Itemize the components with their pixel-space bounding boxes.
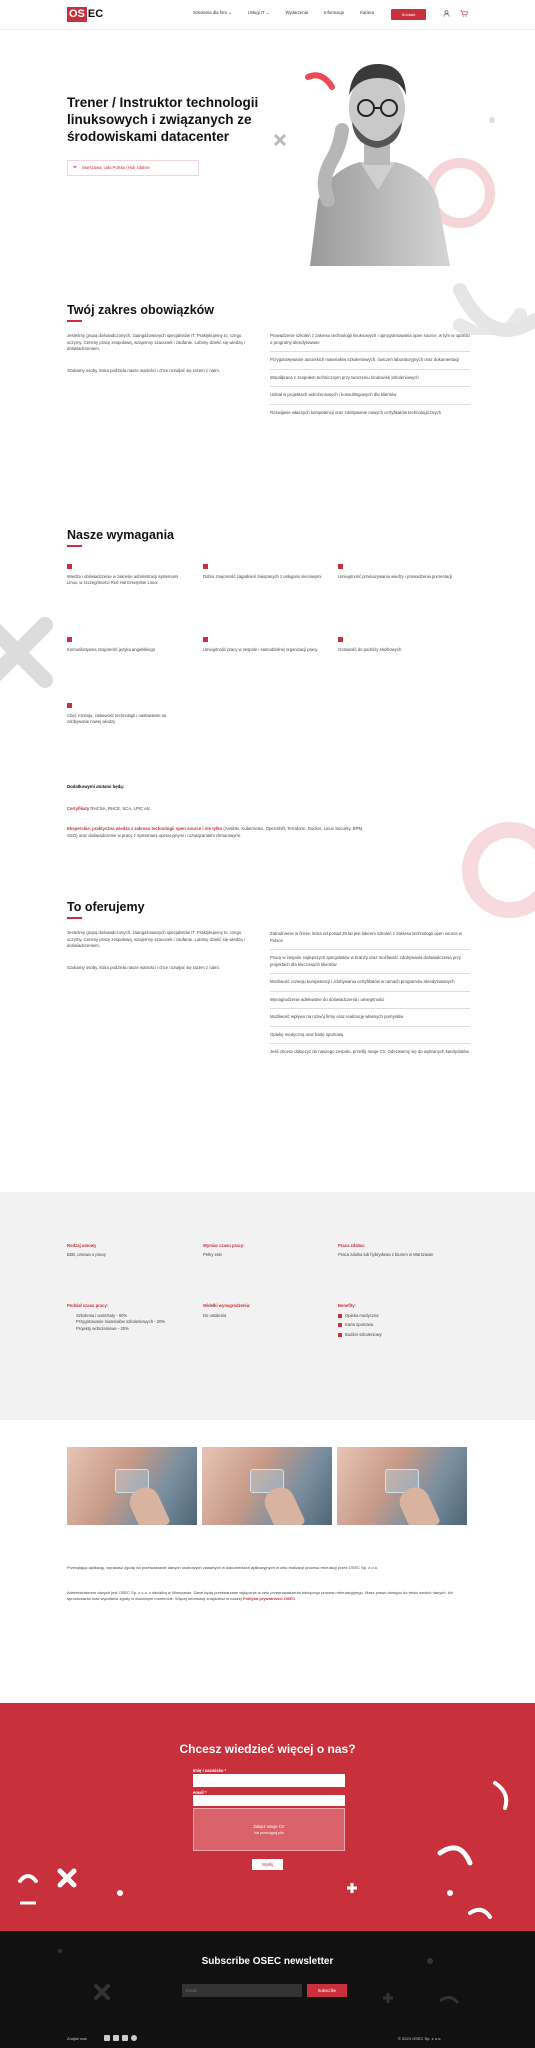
benefit-row (338, 1322, 448, 1328)
nav-events[interactable]: Wydarzenia (285, 10, 309, 15)
requirement-item: Wiedza i doświadczenie w zakresie administracji systemami Linux, w szczególności Red Hat Enterprise Linux (67, 574, 179, 586)
requirement-item: Umiejętność przekazywania wiedzy i prowadzenia prezentacji (338, 574, 453, 579)
extra-cert-label: Certyfikaty (67, 806, 90, 811)
worktime-value: Pełny etat (203, 1252, 222, 1257)
benefit-row (338, 1332, 448, 1338)
remote-value: Praca zdalna lub hybrydowa z biurem w Warszawie (338, 1252, 434, 1257)
requirement-item: Komunikatywna znajomość języka angielskiego (67, 647, 156, 652)
cart-icon[interactable] (460, 10, 468, 20)
remote-label: Praca zdalna: (338, 1243, 365, 1248)
follow-label: Znajdź nas (67, 2036, 87, 2041)
name-label: Imię i nazwisko * (193, 1768, 227, 1773)
bullet-square (203, 637, 208, 642)
time-split-label: Podział czasu pracy: (67, 1303, 109, 1308)
user-icon[interactable] (443, 10, 450, 20)
offer-item: Pracę w zespole najlepszych specjalistów w branży oraz możliwość zdobywania doświadczenia przy projektach dla kluczowych klientów (270, 950, 470, 974)
newsletter-heading: Subscribe OSEC newsletter (201, 1956, 334, 1967)
benefit-bullet (338, 1314, 342, 1318)
facebook-icon[interactable] (113, 2035, 119, 2041)
duty-item: Współpraca z zespołem technicznym przy tworzeniu środowisk szkoleniowych (270, 370, 470, 388)
offer-item: Jeśli chcesz dołączyć do naszego zespołu, prześlij swoje CV. Odezwiemy się do wybranych kandydatów. (270, 1049, 470, 1054)
duties-underline (67, 320, 82, 322)
site-header (0, 0, 535, 30)
job-title: Trener / Instruktor technologii linuksowych i związanych ze środowiskami datacenter (67, 95, 259, 144)
requirement-item: Umiejętność pracy w zespole i samodzielnej organizacji pracy (203, 647, 318, 652)
benefits-list (338, 1313, 448, 1338)
name-input[interactable] (193, 1774, 345, 1787)
hero-person-photo (300, 50, 450, 266)
offer-item: Możliwość rozwoju kompetencji i zdobywania certyfikatów w ramach programów akredytowanych (270, 974, 470, 992)
social-icons (104, 2035, 137, 2041)
cv-dropzone[interactable] (193, 1808, 345, 1851)
main-nav (193, 10, 374, 16)
contract-value: B2B, umowa o pracę (67, 1252, 106, 1257)
offer-item: Opiekę medyczną oraz kartę sportową (270, 1027, 470, 1045)
bullet-square (203, 564, 208, 569)
gallery-image (337, 1447, 467, 1525)
offer-intro-2: Szukamy osoby, która podziela nasze wartości i chce rozwijać się razem z nami. (67, 965, 220, 970)
bullet-square (67, 564, 72, 569)
newsletter-subscribe-button[interactable]: Subscribe (307, 1984, 347, 1997)
duties-heading: Twój zakres obowiązków (67, 303, 215, 317)
benefits-label: Benefity: (338, 1303, 356, 1308)
contact-heading: Chcesz wiedzieć więcej o nas? (179, 1742, 356, 1756)
salary-label: Widełki wynagrodzenia: (203, 1303, 251, 1308)
copyright: © 2023 OSEC Sp. z o.o. (398, 2036, 442, 2041)
email-input[interactable] (193, 1795, 345, 1806)
nav-info[interactable]: Informacje (324, 10, 345, 15)
benefit-item: Budżet szkoleniowy (345, 1331, 382, 1337)
duty-item: Rozwijanie własnych kompetencji oraz zdobywanie nowych certyfikatów technologicznych (270, 409, 442, 415)
legal-consent: Przesyłając aplikację, wyrażasz zgodę na przetwarzanie danych osobowych zawartych w dokumentach aplikacyjnych w celu realizacji procesu rekrutacji przez OSEC Sp. z o.o. (67, 1565, 379, 1570)
gallery-image (67, 1447, 197, 1525)
requirement-item: Chęć rozwoju, ciekawość technologii i nastawienie na zdobywanie nowej wiedzy (67, 713, 167, 725)
location-text: Warszawa, cała Polska (Hub zdalnie (82, 165, 150, 170)
legal-info-text: Administratorem danych jest OSEC Sp. z o.o. z siedzibą w Warszawie. Dane będą przetwarzane wyłącznie w celu przeprowadzenia bieżącego procesu rekrutacyjnego. Masz prawo dostępu do treści swoich danych, ich sprostowania oraz wycofania zgody w dowolnym momencie. Więcej informacji znajdziesz w naszej (67, 1590, 453, 1601)
time-split-item: Szkolenia i warsztaty - 60% (76, 1313, 128, 1318)
benefit-bullet (338, 1333, 342, 1337)
requirements-heading: Nasze wymagania (67, 528, 174, 542)
benefit-item: Karta sportowa (345, 1322, 374, 1328)
logo-os: OS (69, 7, 85, 20)
duties-intro: Jesteśmy grupą doświadczonych, zaangażowanych specjalistów IT. Praktykujemy to, czego uczymy. Cenimy pracę zespołową, wzajemny szacunek i zaufanie. Lubimy dzielić się wiedzą i doświadczeniem. (67, 333, 245, 351)
benefit-bullet (338, 1323, 342, 1327)
dropzone-subtitle: lub przeciągnij plik (254, 1831, 284, 1835)
offer-underline (67, 917, 82, 919)
duty-item: Udział w projektach wdrożeniowych i konsultingowych dla klientów (270, 387, 470, 405)
logo-ec: EC (87, 7, 104, 20)
offer-intro: Jesteśmy grupą doświadczonych, zaangażowanych specjalistów IT. Praktykujemy to, czego uczymy. Cenimy pracę zespołową, wzajemny szacunek i zaufanie. Lubimy dzielić się wiedzą i doświadczeniem. (67, 930, 245, 948)
offer-list (270, 926, 470, 1061)
requirements-underline (67, 545, 82, 547)
offer-heading: To oferujemy (67, 900, 145, 914)
time-split-list (76, 1313, 186, 1332)
contact-button[interactable]: Kontakt (391, 9, 426, 20)
time-split-item: Projekty wdrożeniowe - 20% (76, 1325, 129, 1331)
extra-expertise (67, 826, 367, 839)
extra-expertise-text: (Ansible, Kubernetes, OpenShift, Terraform, Docker, Linux Security, BPM, SSO) oraz doświadczenie w pracy z systemami operacyjnymi i rozwiązaniami chmurowymi. (67, 826, 364, 838)
privacy-policy-link[interactable]: Polityka prywatności OSEC (242, 1596, 296, 1601)
gallery-image (202, 1447, 332, 1525)
bullet-square (338, 564, 343, 569)
nav-it-services[interactable]: Usługi IT ⌄ (247, 10, 270, 15)
offer-item: Możliwość wpływu na rozwój firmy oraz realizację własnych pomysłów (270, 1009, 470, 1027)
requirement-item: Gotowość do podróży służbowych (338, 647, 402, 652)
worktime-label: Wymiar czasu pracy: (203, 1243, 245, 1248)
contract-label: Rodzaj umowy (67, 1243, 97, 1248)
legal-info (67, 1590, 467, 1602)
offer-circle-decoration (430, 820, 535, 930)
location-pin-icon: ⌖ (73, 164, 77, 171)
duties-decoration (430, 280, 535, 360)
offer-item: Zatrudnienie w firmie, która od ponad 25 lat jest liderem szkoleń z zakresu technologii open source w Polsce (270, 926, 470, 950)
benefit-item: Opieka medyczna (345, 1313, 379, 1318)
osec-logo[interactable] (67, 6, 103, 22)
extra-heading: Dodatkowymi atutami będą: (67, 784, 125, 789)
nav-career[interactable]: Kariera (360, 10, 374, 15)
extra-cert-text: RHCSA, RHCE, SCA, LPIC etc. (89, 806, 152, 811)
instagram-icon[interactable] (131, 2035, 137, 2041)
salary-value: Do ustalenia (203, 1313, 227, 1318)
duty-item: Przygotowywanie autorskich materiałów szkoleniowych, ćwiczeń laboratoryjnych oraz dokumentacji (270, 352, 470, 370)
location-badge (67, 160, 199, 176)
time-split-item: Przygotowanie materiałów szkoleniowych - 20% (76, 1319, 166, 1325)
nav-training[interactable]: Szkolenia dla firm ⌄ (193, 10, 232, 15)
duty-item: Prowadzenie szkoleń z zakresu technologii linuksowych i oprogramowania open source, w tym w oparciu o programy akredytowane (270, 328, 470, 352)
bullet-square (338, 637, 343, 642)
newsletter-email-input[interactable] (182, 1984, 302, 1997)
linkedin-icon[interactable] (104, 2035, 110, 2041)
email-label: email * (193, 1790, 207, 1795)
offer-item: Wynagrodzenie adekwatne do doświadczenia i umiejętności (270, 992, 470, 1010)
youtube-icon[interactable] (122, 2035, 128, 2041)
extra-expertise-label: Eksperckie, praktyczna wiedza z zakresu technologii open source i nie tylko (67, 826, 223, 831)
extra-certificates (67, 806, 407, 813)
dropzone-title: Załącz swoje CV (253, 1824, 285, 1829)
send-button[interactable]: Wyślij (252, 1859, 283, 1870)
duties-intro-2: Szukamy osoby, która podziela nasze wartości i chce rozwijać się razem z nami. (67, 368, 220, 373)
requirements-x-decoration (0, 615, 70, 725)
requirement-item: Dobra znajomość zagadnień związanych z usługami sieciowymi (203, 574, 322, 579)
benefit-row (338, 1313, 448, 1319)
